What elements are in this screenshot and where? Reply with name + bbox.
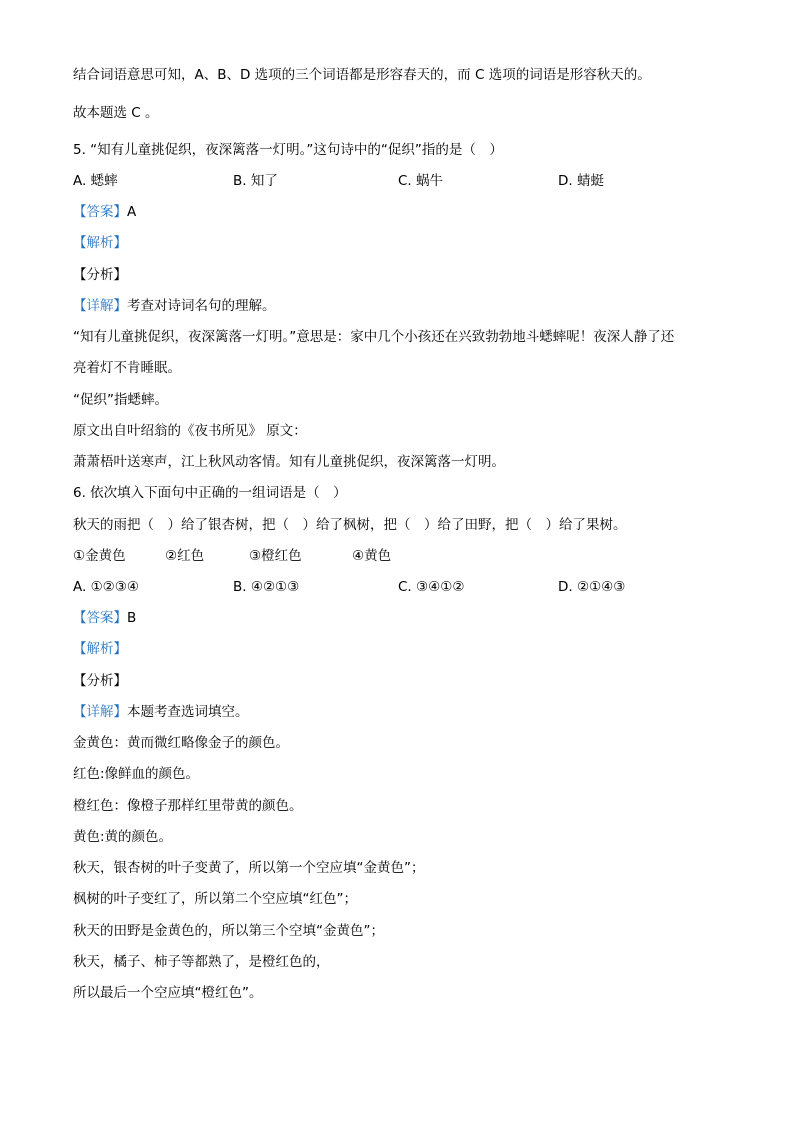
q5-answer — [73, 203, 136, 221]
q6-explain-line: 枫树的叶子变红了，所以第二个空应填“红色”； — [73, 891, 357, 907]
q5-option-b: B. 知了 — [233, 173, 278, 189]
q5-cuzhi-definition: “促织”指蟋蟀。 — [73, 392, 168, 408]
q6-explain-line: 红色:像鲜血的颜色。 — [73, 766, 200, 782]
q6-option-a: A. ①②③④ — [73, 579, 139, 595]
detail-text: 本题考查选词填空。 — [127, 704, 249, 720]
answer-value: A — [127, 204, 137, 220]
answer-tag: 【答案】 — [73, 204, 127, 220]
q5-detail — [73, 297, 276, 315]
q5-meaning-line1: “知有儿童挑促织，夜深篱落一灯明。”意思是：家中几个小孩还在兴致勃勃地斗蟋蟀呢！夜深人静了还 — [73, 329, 675, 345]
detail-text: 考查对诗词名句的理解。 — [127, 298, 276, 314]
q5-meaning-line2: 亮着灯不肯睡眠。 — [73, 360, 181, 376]
q6-word-3: ③橙红色 — [249, 548, 302, 564]
q6-explain-line: 秋天，银杏树的叶子变黄了，所以第一个空应填“金黄色”； — [73, 860, 425, 876]
q6-explain-line: 秋天，橘子、柿子等都熟了，是橙红色的， — [73, 954, 330, 970]
detail-tag: 【详解】 — [73, 704, 127, 720]
q5-analysis-tag: 【解析】 — [73, 235, 127, 251]
q6-analysis-tag: 【解析】 — [73, 641, 127, 657]
q6-option-d: D. ②①④③ — [558, 579, 626, 595]
q5-poem: 萧萧梧叶送寒声，江上秋风动客情。知有儿童挑促织，夜深篱落一灯明。 — [73, 454, 505, 470]
q6-explain-line: 黄色:黄的颜色。 — [73, 829, 173, 845]
q5-source: 原文出自叶绍翁的《夜书所见》 原文： — [73, 423, 307, 439]
q5-stem: 5. “知有儿童挑促织，夜深篱落一灯明。”这句诗中的“促织”指的是（ ） — [73, 142, 503, 158]
q6-fenxi-tag: 【分析】 — [73, 673, 127, 689]
q6-sentence: 秋天的雨把（ ）给了银杏树，把（ ）给了枫树，把（ ）给了田野，把（ ）给了果树。 — [73, 517, 627, 533]
q6-word-4: ④黄色 — [352, 548, 392, 564]
answer-tag: 【答案】 — [73, 610, 127, 626]
q6-detail — [73, 703, 249, 721]
q5-fenxi-tag: 【分析】 — [73, 267, 127, 283]
q4-conclusion: 故本题选 C 。 — [73, 105, 159, 121]
q6-stem: 6. 依次填入下面句中正确的一组词语是（ ） — [73, 485, 347, 501]
q5-option-a: A. 蟋蟀 — [73, 173, 118, 189]
q6-word-1: ①金黄色 — [73, 548, 126, 564]
q6-answer — [73, 609, 136, 627]
q6-explain-line: 秋天的田野是金黄色的，所以第三个空填“金黄色”； — [73, 923, 384, 939]
answer-value: B — [127, 610, 137, 626]
q4-explanation: 结合词语意思可知，A、B、D 选项的三个词语都是形容春天的，而 C 选项的词语是形容秋天的。 — [73, 67, 651, 83]
q6-explain-line: 橙红色：像橙子那样红里带黄的颜色。 — [73, 798, 303, 814]
q5-option-c: C. 蜗牛 — [398, 173, 444, 189]
detail-tag: 【详解】 — [73, 298, 127, 314]
q6-option-b: B. ④②①③ — [233, 579, 300, 595]
q6-explain-line: 所以最后一个空应填“橙红色”。 — [73, 985, 263, 1001]
q5-option-d: D. 蜻蜓 — [558, 173, 604, 189]
q6-option-c: C. ③④①② — [398, 579, 465, 595]
q6-word-2: ②红色 — [165, 548, 205, 564]
q6-explain-line: 金黄色：黄而微红略像金子的颜色。 — [73, 735, 289, 751]
